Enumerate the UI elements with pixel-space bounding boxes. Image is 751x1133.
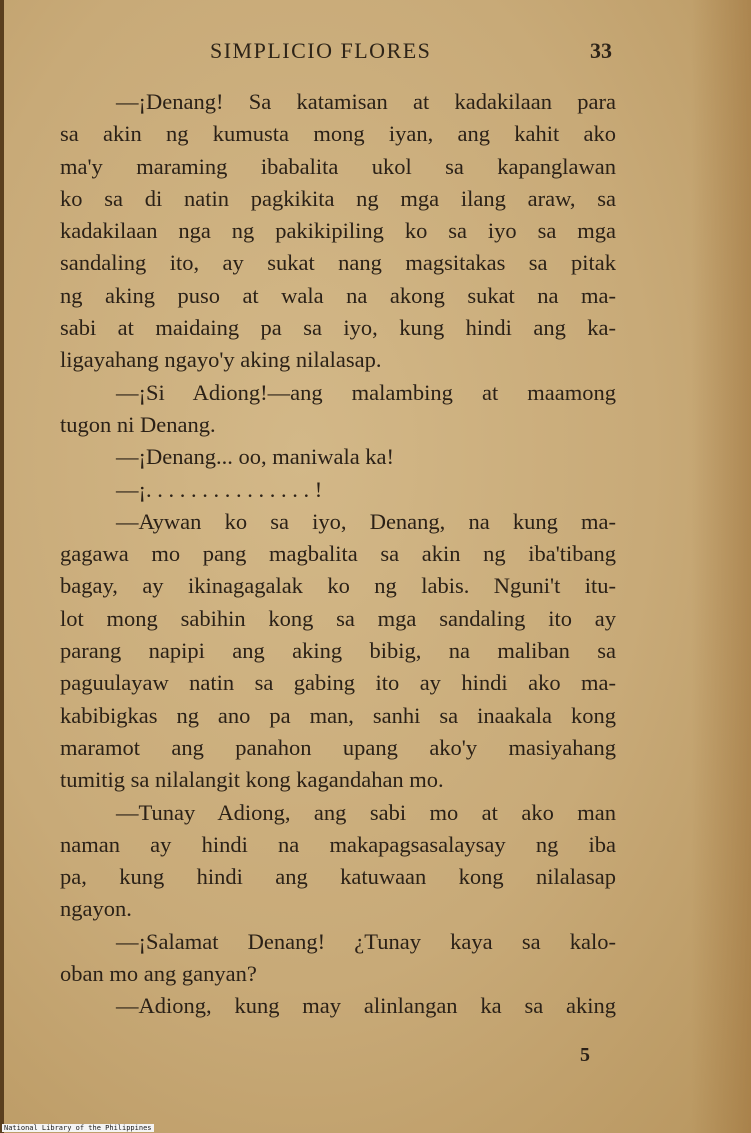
text-line: —¡. . . . . . . . . . . . . . . !: [116, 476, 323, 502]
page-number: 33: [590, 38, 612, 63]
text-line: —Aywan ko sa iyo, Denang, na kung ma-: [116, 508, 616, 534]
text-line: sa akin ng kumusta mong iyan, ang kahit ako: [60, 121, 616, 147]
text-line: maramot ang panahon upang ako'y masiyahang: [60, 734, 616, 760]
text-line: —Adiong, kung may alinlangan ka sa aking: [116, 993, 616, 1019]
text-line: —¡Salamat Denang! ¿Tunay kaya sa kalo-: [116, 928, 616, 954]
text-line: ligayahang ngayo'y aking nilalasap.: [60, 347, 382, 373]
text-line: pa, kung hindi ang katuwaan kong nilalasap: [60, 864, 616, 890]
text-line: ngayon.: [60, 896, 132, 922]
text-line: bagay, ay ikinagagalak ko ng labis. Nguni't itu-: [60, 573, 616, 599]
text-line: oban mo ang ganyan?: [60, 961, 257, 987]
running-title: SIMPLICIO FLORES: [210, 38, 432, 63]
text-line: lot mong sabihin kong sa mga sandaling ito ay: [60, 605, 616, 631]
text-line: ng aking puso at wala na akong sukat na ma-: [60, 282, 616, 308]
text-line: ma'y maraming ibabalita ukol sa kapanglawan: [60, 153, 616, 179]
text-line: sabi at maidaing pa sa iyo, kung hindi ang ka-: [60, 315, 616, 341]
text-line: kadakilaan nga ng pakikipiling ko sa iyo sa mga: [60, 218, 616, 244]
text-line: —¡Si Adiong!—ang malambing at maamong: [116, 379, 616, 405]
body-text: [60, 86, 616, 1023]
signature-mark: 5: [580, 1044, 590, 1066]
text-line: parang napipi ang aking bibig, na maliban sa: [60, 638, 616, 664]
text-line: tumitig sa nilalangit kong kagandahan mo.: [60, 767, 444, 793]
text-line: kabibigkas ng ano pa man, sanhi sa inaakala kong: [60, 702, 616, 728]
text-line: —¡Denang! Sa katamisan at kadakilaan para: [116, 89, 616, 114]
text-line: ko sa di natin pagkikita ng mga ilang araw, sa: [60, 185, 616, 211]
footer-credit: National Library of the Philippines: [4, 1124, 152, 1132]
page-spine-edge: [0, 0, 4, 1133]
text-line: tugon ni Denang.: [60, 411, 216, 437]
text-line: gagawa mo pang magbalita sa akin ng iba'tibang: [60, 541, 616, 567]
text-line: —¡Denang... oo, maniwala ka!: [116, 444, 395, 470]
text-line: paguulayaw natin sa gabing ito ay hindi ako ma-: [60, 670, 616, 696]
page-header: [60, 38, 620, 68]
text-line: —Tunay Adiong, ang sabi mo at ako man: [116, 799, 616, 825]
text-line: naman ay hindi na makapagsasalaysay ng iba: [60, 831, 616, 857]
text-line: sandaling ito, ay sukat nang magsitakas sa pitak: [60, 250, 616, 276]
page-edge-shadow: [691, 0, 751, 1133]
